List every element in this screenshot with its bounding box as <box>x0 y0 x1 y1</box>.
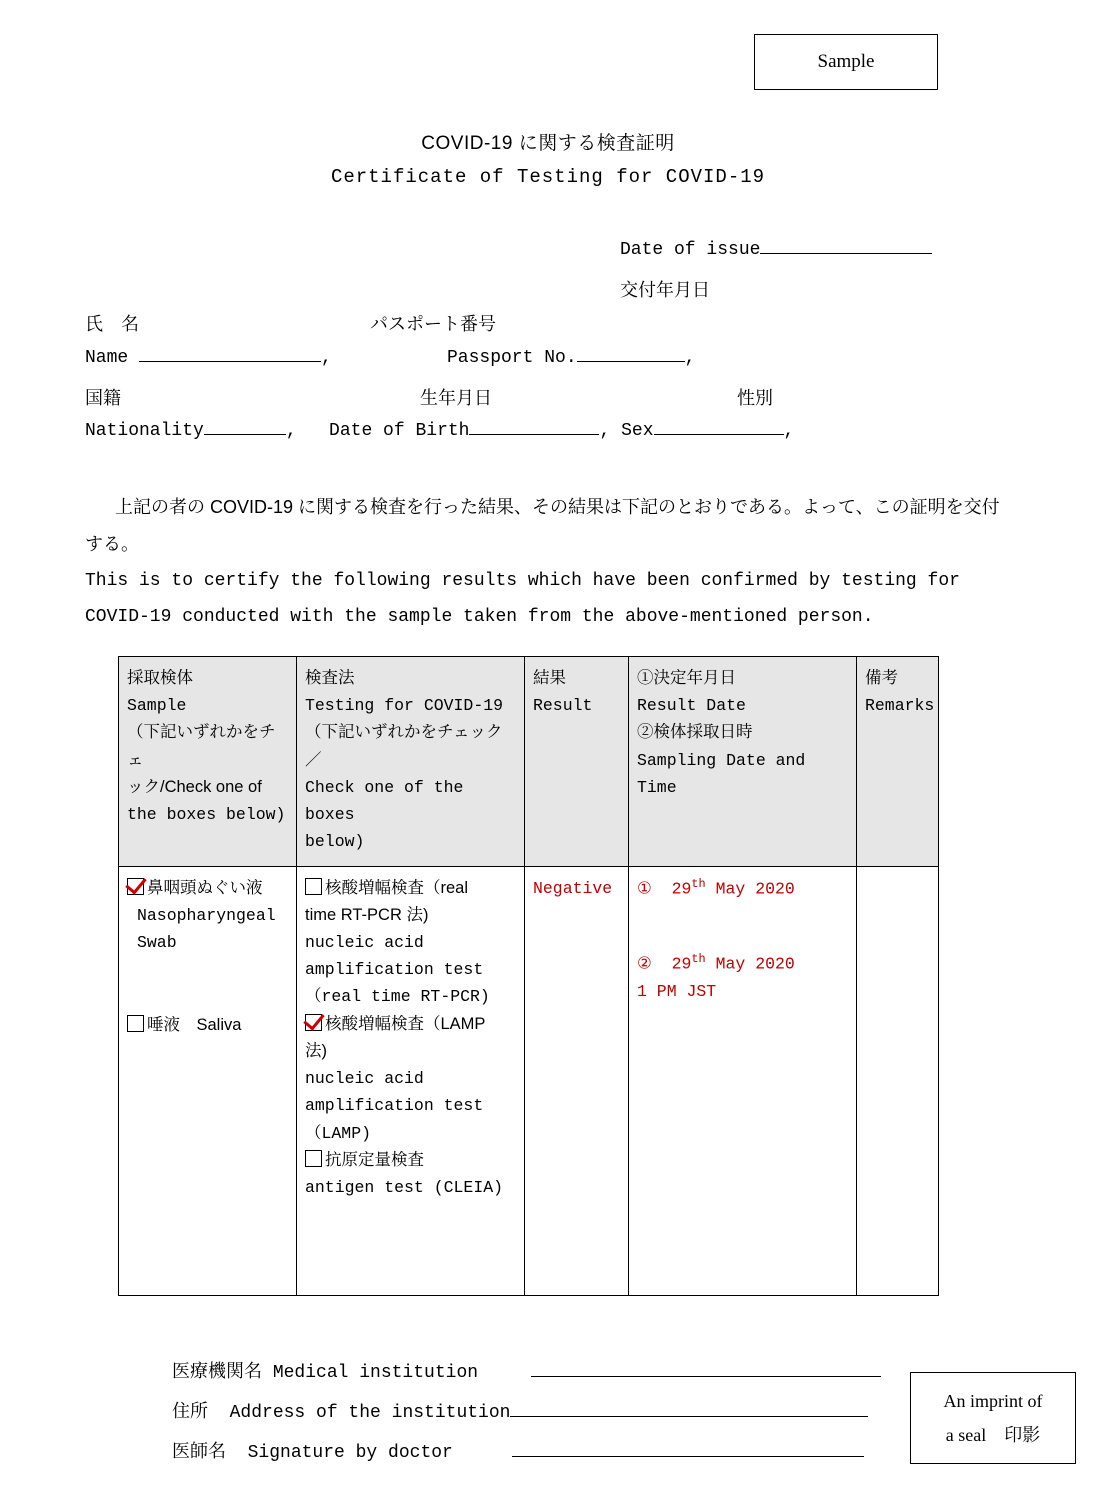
result-value: Negative <box>533 878 613 898</box>
header-method-jp: 検査法 <box>305 669 355 687</box>
header-result-date-en: Result Date <box>637 696 746 716</box>
method-option-antigen-en1: antigen test (CLEIA) <box>305 1177 504 1197</box>
sample-stamp-box <box>754 34 938 90</box>
header-sample-note-1: （下記いずれかをチェ <box>127 723 276 769</box>
cell-methods <box>297 866 525 1295</box>
checkbox-empty-icon[interactable] <box>305 1150 322 1167</box>
sex-input[interactable] <box>654 434 784 435</box>
header-remarks-en: Remarks <box>865 696 935 716</box>
sample-option-nasopharyngeal-en1: Nasopharyngeal <box>137 905 276 925</box>
name-label: Name <box>85 348 129 368</box>
nationality-label: Nationality <box>85 421 204 441</box>
method-option-lamp-en1: nucleic acid <box>305 1069 424 1089</box>
seal-imprint-box <box>910 1372 1076 1464</box>
method-option-lamp-jp2: 法) <box>305 1041 327 1060</box>
nationality-input[interactable] <box>204 434 286 435</box>
sex-label-jp: 性別 <box>737 388 773 408</box>
date-of-issue-row <box>620 240 932 260</box>
checkbox-empty-icon[interactable] <box>305 878 322 895</box>
method-option-lamp-en3: （LAMP) <box>305 1123 372 1143</box>
method-option-lamp-jp1: 核酸増幅検査（LAMP <box>325 1014 486 1033</box>
address-row <box>172 1392 881 1432</box>
date-of-issue-label-jp: 交付年月日 <box>620 280 710 300</box>
result-date-line <box>637 875 848 903</box>
sample-option-nasopharyngeal[interactable] <box>127 875 288 902</box>
institution-label-jp: 医療機関名 <box>172 1361 262 1381</box>
header-sample-en: Sample <box>127 696 187 716</box>
doctor-row <box>172 1432 881 1472</box>
checkbox-checked-icon[interactable] <box>305 1014 322 1031</box>
method-option-rtpcr-en2: amplification test <box>305 960 484 980</box>
sample-option-saliva[interactable] <box>127 1012 288 1039</box>
sex-label: Sex <box>621 421 654 441</box>
institution-input[interactable] <box>531 1376 881 1377</box>
dob-input[interactable] <box>469 434 599 435</box>
address-input[interactable] <box>510 1416 868 1417</box>
checkbox-checked-icon[interactable] <box>127 878 144 895</box>
cell-samples <box>119 866 297 1295</box>
method-option-rtpcr-jp2: time RT-PCR 法) <box>305 905 429 924</box>
sample-option-nasopharyngeal-en2: Swab <box>137 932 177 952</box>
statement-en: This is to certify the following results which have been confirmed by testing for COVID-19 conducted with the sample taken from the above-mentioned person. <box>85 571 960 627</box>
result-date-suffix: th <box>691 876 706 891</box>
header-remarks <box>857 657 939 867</box>
sampling-time: 1 PM JST <box>637 981 717 1001</box>
passport-label-jp: パスポート番号 <box>370 314 496 334</box>
passport-row: Passport No. , <box>447 348 696 368</box>
method-option-lamp[interactable] <box>305 1011 516 1038</box>
seal-line-2: a seal 印影 <box>945 1425 1041 1445</box>
dates-spacer <box>637 902 848 950</box>
header-sampling-date-jp: ②検体採取日時 <box>637 723 753 742</box>
sample-spacer <box>127 956 288 1012</box>
dob-label-jp: 生年月日 <box>420 388 492 408</box>
result-date-day: 29 <box>671 879 692 899</box>
statement-jp: 上記の者の COVID-19 に関する検査を行った結果、その結果は下記のとおりである。よって、この証明を交付する。 <box>85 497 1000 554</box>
header-method-note-1: （下記いずれかをチェック／ <box>305 723 503 769</box>
header-method-en: Testing for COVID-19 <box>305 696 504 716</box>
table-body-row <box>119 866 939 1295</box>
header-result-date-jp: ①決定年月日 <box>637 669 736 687</box>
method-option-antigen[interactable] <box>305 1147 516 1174</box>
cell-dates <box>629 866 857 1295</box>
checkbox-empty-icon[interactable] <box>127 1015 144 1032</box>
seal-line-1: An imprint of <box>943 1390 1043 1411</box>
sampling-date-rest: May 2020 <box>715 954 795 974</box>
sampling-date-suffix: th <box>691 952 706 967</box>
header-dates <box>629 657 857 867</box>
nationality-label-jp: 国籍 <box>85 388 121 408</box>
header-sample-note-2: ック/Check one of <box>127 777 262 796</box>
table-header-row <box>119 657 939 867</box>
header-result-en: Result <box>533 696 593 716</box>
footer-signature-block <box>172 1352 881 1472</box>
header-method-note-2: Check one of the boxes <box>305 777 464 825</box>
dob-label: Date of Birth <box>329 421 470 441</box>
result-date-marker: ① <box>637 879 652 899</box>
nationality-dob-sex-row: Nationality , Date of Birth , Sex , <box>85 421 795 441</box>
doctor-label-jp: 医師名 <box>172 1441 226 1461</box>
header-sample-note-3: the boxes below) <box>127 805 286 825</box>
result-date-rest: May 2020 <box>715 879 795 899</box>
name-label-jp: 氏 名 <box>85 314 139 334</box>
method-option-antigen-jp1: 抗原定量検査 <box>325 1150 424 1169</box>
header-remarks-jp: 備考 <box>865 669 898 687</box>
method-option-rtpcr[interactable] <box>305 875 516 902</box>
doctor-label-en: Signature by doctor <box>247 1443 453 1463</box>
method-option-rtpcr-en3: （real time RT-PCR) <box>305 987 490 1007</box>
doctor-input[interactable] <box>512 1456 864 1457</box>
header-sampling-date-en: Sampling Date and Time <box>637 750 806 797</box>
header-sample-jp: 採取検体 <box>127 669 193 687</box>
name-row: Name , <box>85 348 332 368</box>
sample-option-saliva-jp: 唾液 Saliva <box>147 1016 242 1035</box>
header-method <box>297 657 525 867</box>
header-sample <box>119 657 297 867</box>
header-method-note-3: below) <box>305 832 365 852</box>
results-table <box>118 656 939 1296</box>
date-of-issue-label: Date of issue <box>620 240 761 260</box>
header-result <box>525 657 629 867</box>
page-title-jp: COVID-19 に関する検査証明 <box>421 133 675 154</box>
sampling-date-marker: ② <box>637 954 652 974</box>
passport-label: Passport No. <box>447 348 577 368</box>
sample-option-nasopharyngeal-jp: 鼻咽頭ぬぐい液 <box>147 878 263 897</box>
address-label-en: Address of the institution <box>229 1403 511 1423</box>
address-label-jp: 住所 <box>172 1401 208 1421</box>
method-option-rtpcr-jp1: 核酸増幅検査（real <box>325 878 469 897</box>
page-title-en: Certificate of Testing for COVID-19 <box>330 166 766 188</box>
cell-result <box>525 866 629 1295</box>
name-input[interactable] <box>139 361 321 362</box>
passport-input[interactable] <box>577 361 685 362</box>
method-option-rtpcr-en1: nucleic acid <box>305 932 424 952</box>
date-of-issue-input[interactable] <box>760 253 932 254</box>
cell-remarks[interactable] <box>857 866 939 1295</box>
institution-row <box>172 1352 881 1392</box>
sampling-date-day: 29 <box>671 954 692 974</box>
institution-label-en: Medical institution <box>272 1363 479 1383</box>
sample-stamp-label: Sample <box>817 51 875 72</box>
method-option-lamp-en2: amplification test <box>305 1096 484 1116</box>
header-result-jp: 結果 <box>533 669 566 687</box>
sampling-date-line <box>637 950 848 978</box>
